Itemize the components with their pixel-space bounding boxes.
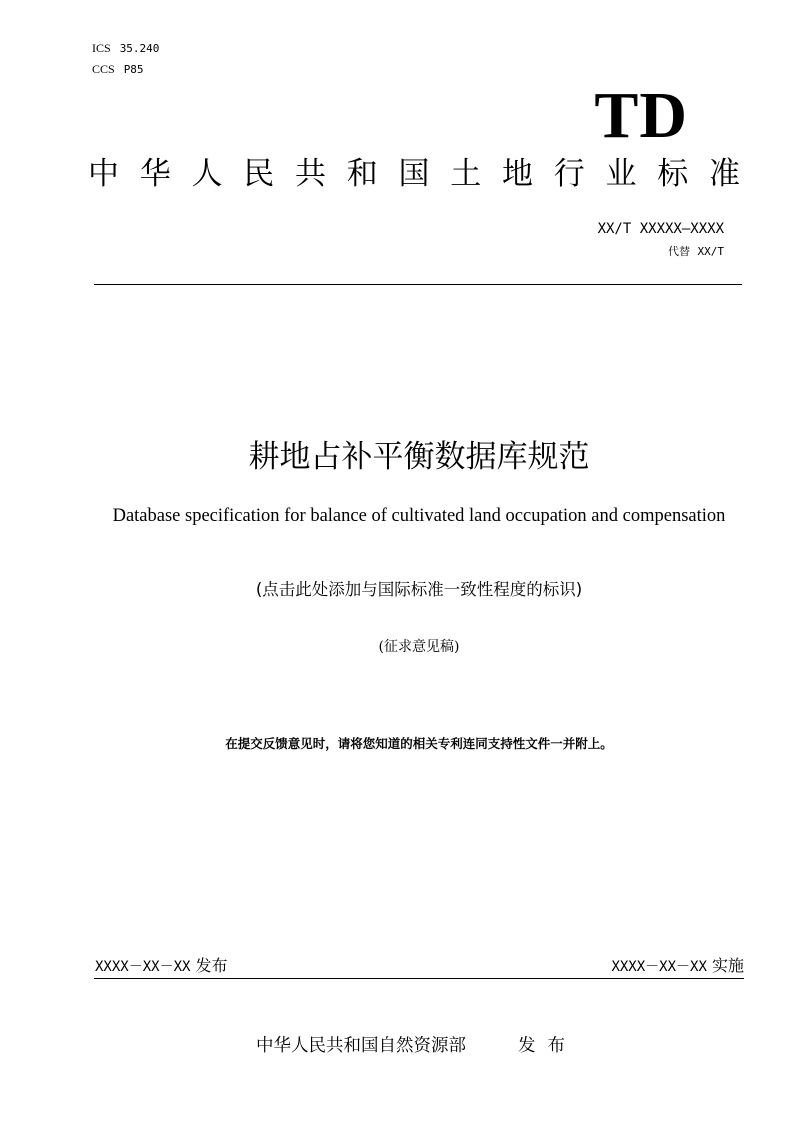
title-char: 华 bbox=[139, 156, 171, 192]
ccs-label: CCS bbox=[92, 62, 115, 76]
publish-label: 发布 bbox=[195, 956, 228, 975]
title-char: 人 bbox=[191, 156, 223, 192]
english-title: Database specification for balance of cultivated land occupation and compensation bbox=[112, 506, 726, 526]
publish-date-line bbox=[95, 954, 228, 979]
patent-notice: 在提交反馈意见时，请将您知道的相关专利连同支持性文件一并附上。 bbox=[225, 736, 613, 751]
replaces-label: 代替 bbox=[668, 245, 690, 258]
replaces-line bbox=[668, 244, 724, 260]
title-char: 地 bbox=[502, 156, 533, 192]
td-logo: TD bbox=[594, 79, 688, 152]
chinese-title: 耕地占补平衡数据库规范 bbox=[248, 439, 590, 475]
title-char: 标 bbox=[657, 156, 689, 192]
ics-code: 35.240 bbox=[119, 42, 160, 55]
title-char: 和 bbox=[346, 156, 378, 192]
replaces-code: XX/T bbox=[697, 245, 724, 258]
implement-label: 实施 bbox=[711, 956, 744, 975]
ccs-line bbox=[92, 59, 159, 80]
issuer-name: 中华人民共和国自然资源部 bbox=[256, 1036, 466, 1056]
title-char: 土 bbox=[450, 156, 482, 192]
draft-status: (征求意见稿) bbox=[378, 639, 460, 655]
ics-label: ICS bbox=[92, 41, 111, 55]
standard-number: XX/T XXXXX—XXXX bbox=[597, 221, 724, 237]
header-divider bbox=[94, 284, 742, 285]
ccs-code: P85 bbox=[123, 63, 144, 76]
implement-date: XXXX－XX－XX bbox=[611, 959, 707, 975]
issuer-verb: 发布 bbox=[518, 1036, 577, 1056]
title-char: 准 bbox=[709, 156, 740, 192]
title-char: 国 bbox=[398, 156, 430, 192]
title-char: 行 bbox=[553, 156, 585, 192]
title-char: 业 bbox=[605, 156, 637, 192]
classification-codes bbox=[92, 38, 159, 80]
title-char: 中 bbox=[88, 156, 119, 192]
publish-date: XXXX－XX－XX bbox=[95, 959, 191, 975]
title-char: 民 bbox=[243, 156, 275, 192]
footer-divider bbox=[94, 978, 744, 979]
implement-date-line bbox=[611, 954, 744, 979]
title-char: 共 bbox=[295, 156, 326, 192]
standard-category-title bbox=[88, 154, 740, 194]
consistency-note[interactable]: (点击此处添加与国际标准一致性程度的标识) bbox=[255, 580, 583, 599]
ics-line bbox=[92, 38, 159, 59]
